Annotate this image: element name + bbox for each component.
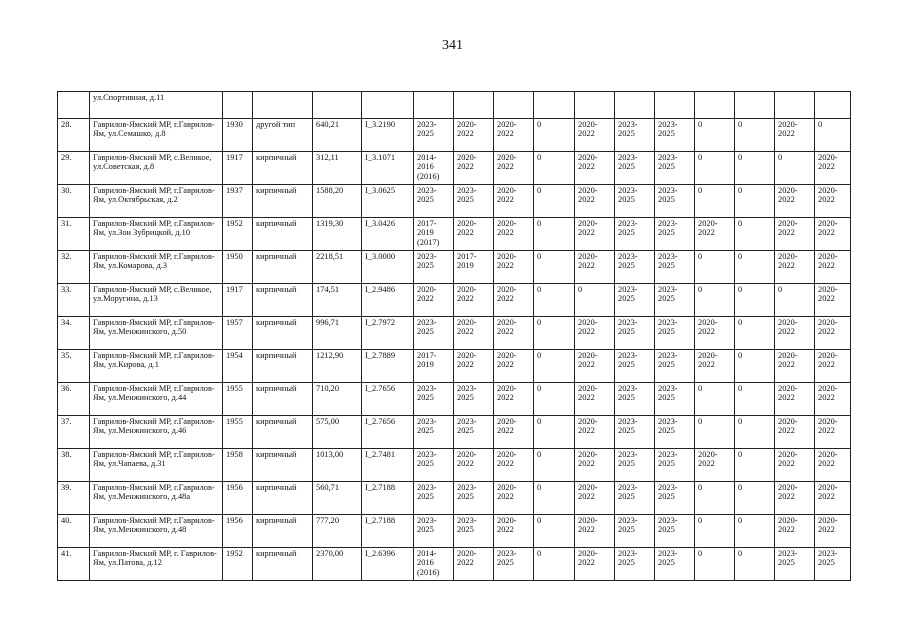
cell-period-4: 0 — [534, 515, 575, 548]
cell-period-10: 2020-2022 — [775, 515, 815, 548]
cell-period-7: 2023-2025 — [655, 482, 695, 515]
cell-material: кирпичный — [253, 284, 313, 317]
cell-year: 1950 — [223, 251, 253, 284]
cell-period-8: 2020-2022 — [695, 449, 735, 482]
cell-period-6: 2023-2025 — [615, 482, 655, 515]
cell-period-1: 2023-2025 — [414, 482, 454, 515]
cell-number: 30. — [58, 185, 90, 218]
table-row — [58, 119, 851, 152]
cell-period-1: 2014-2016 (2016) — [414, 152, 454, 185]
cell-period-5: 2020-2022 — [575, 218, 615, 251]
table-row — [58, 350, 851, 383]
cell-period-8: 0 — [695, 548, 735, 581]
cell-period-3: 2020-2022 — [494, 482, 534, 515]
cell-address: Гаврилов-Ямский МР, г.Гаврилов-Ям, ул.Менжинского, д.48а — [90, 482, 223, 515]
cell-period-4: 0 — [534, 185, 575, 218]
cell-year: 1917 — [223, 284, 253, 317]
cell-address: Гаврилов-Ямский МР, с.Великое, ул.Моругина, д.13 — [90, 284, 223, 317]
cell-period-2: 2017-2019 — [454, 251, 494, 284]
cell-period-5: 2020-2022 — [575, 152, 615, 185]
cell-period-10: 2020-2022 — [775, 416, 815, 449]
cell-period-6: 2023-2025 — [615, 317, 655, 350]
cell-period-1: 2023-2025 — [414, 515, 454, 548]
cell-period-10: 2020-2022 — [775, 383, 815, 416]
cell-code: I_2.6396 — [362, 548, 414, 581]
cell-period-8: 0 — [695, 383, 735, 416]
cell-period-4: 0 — [534, 482, 575, 515]
cell-period-2: 2020-2022 — [454, 350, 494, 383]
cell-address: Гаврилов-Ямский МР, г.Гаврилов-Ям, ул.Комарова, д.3 — [90, 251, 223, 284]
cell-period-9: 0 — [735, 152, 775, 185]
cell-period-1: 2020-2022 — [414, 284, 454, 317]
cell-code: I_3.2190 — [362, 119, 414, 152]
cell-period-7: 2023-2025 — [655, 416, 695, 449]
table-row — [58, 251, 851, 284]
cell-period-9: 0 — [735, 449, 775, 482]
cell-period-1: 2023-2025 — [414, 119, 454, 152]
cell-period-1: 2023-2025 — [414, 449, 454, 482]
cell-period-5: 2020-2022 — [575, 416, 615, 449]
cell-period-3: 2020-2022 — [494, 317, 534, 350]
cell-period-8: 0 — [695, 515, 735, 548]
cell-period-11: 2020-2022 — [815, 284, 851, 317]
cell-period-3: 2020-2022 — [494, 152, 534, 185]
table-row — [58, 152, 851, 185]
cell-period-4: 0 — [534, 317, 575, 350]
cell-period-5: 2020-2022 — [575, 251, 615, 284]
table-row-continuation — [58, 92, 851, 119]
cell-address: Гаврилов-Ямский МР, г.Гаврилов-Ям, ул.Менжинского, д.50 — [90, 317, 223, 350]
cell-period-6: 2023-2025 — [615, 449, 655, 482]
cell-period-3: 2020-2022 — [494, 119, 534, 152]
cell-period-6: 2023-2025 — [615, 383, 655, 416]
cell-period-4: 0 — [534, 416, 575, 449]
cell-period-10: 2020-2022 — [775, 218, 815, 251]
cell-period-2: 2020-2022 — [454, 449, 494, 482]
cell-period-5: 2020-2022 — [575, 515, 615, 548]
cell-period-6: 2023-2025 — [615, 251, 655, 284]
cell-period-5: 2020-2022 — [575, 383, 615, 416]
cell-area: 2218,51 — [313, 251, 362, 284]
cell-period-11: 2020-2022 — [815, 449, 851, 482]
cell-period-2: 2023-2025 — [454, 482, 494, 515]
cell-period-6: 2023-2025 — [615, 416, 655, 449]
cell-code: I_2.7188 — [362, 482, 414, 515]
cell-period-11: 0 — [815, 119, 851, 152]
cell-period-3: 2020-2022 — [494, 416, 534, 449]
cell-area: 640,21 — [313, 119, 362, 152]
cell-address: Гаврилов-Ямский МР, г.Гаврилов-Ям, ул.Менжинского, д.48 — [90, 515, 223, 548]
cell-period-4: 0 — [534, 152, 575, 185]
cell-period-2: 2023-2025 — [454, 185, 494, 218]
cell-year: 1956 — [223, 482, 253, 515]
cell-material: кирпичный — [253, 416, 313, 449]
cell-period-10: 2020-2022 — [775, 119, 815, 152]
cell-year: 1955 — [223, 383, 253, 416]
cell-area: 2370,00 — [313, 548, 362, 581]
cell-period-3: 2020-2022 — [494, 185, 534, 218]
cell-code: I_2.7188 — [362, 515, 414, 548]
cell-area: 1013,00 — [313, 449, 362, 482]
cell-period-5: 2020-2022 — [575, 185, 615, 218]
cell-period-4: 0 — [534, 218, 575, 251]
cell-number — [58, 92, 90, 119]
cell-address: Гаврилов-Ямский МР, г.Гаврилов-Ям, ул.Чапаева, д.31 — [90, 449, 223, 482]
cell-code: I_2.7656 — [362, 416, 414, 449]
cell-period-3: 2020-2022 — [494, 449, 534, 482]
cell-area: 312,11 — [313, 152, 362, 185]
cell-year: 1930 — [223, 119, 253, 152]
cell-period-8: 0 — [695, 152, 735, 185]
cell-period-9: 0 — [735, 284, 775, 317]
table-row — [58, 548, 851, 581]
cell-address: Гаврилов-Ямский МР, г.Гаврилов-Ям, ул.Кирова, д.1 — [90, 350, 223, 383]
cell-period-7: 2023-2025 — [655, 350, 695, 383]
cell-period-9: 0 — [735, 185, 775, 218]
cell-period-9: 0 — [735, 317, 775, 350]
cell-period-8: 0 — [695, 482, 735, 515]
cell-period-10: 0 — [775, 284, 815, 317]
cell-material: кирпичный — [253, 152, 313, 185]
cell-period-10: 2020-2022 — [775, 449, 815, 482]
cell-period-5: 2020-2022 — [575, 119, 615, 152]
cell-period-6: 2023-2025 — [615, 350, 655, 383]
cell-period-6: 2023-2025 — [615, 119, 655, 152]
cell-code: I_2.7889 — [362, 350, 414, 383]
cell-number: 37. — [58, 416, 90, 449]
cell-period-2: 2023-2025 — [454, 515, 494, 548]
cell-code: I_3.0426 — [362, 218, 414, 251]
cell-area: 996,71 — [313, 317, 362, 350]
cell-period-6: 2023-2025 — [615, 152, 655, 185]
cell-period-8: 0 — [695, 119, 735, 152]
cell-period-9: 0 — [735, 350, 775, 383]
cell-period-2: 2020-2022 — [454, 152, 494, 185]
table-row — [58, 317, 851, 350]
cell-period-2: 2020-2022 — [454, 218, 494, 251]
cell-year: 1952 — [223, 218, 253, 251]
cell-period-1: 2017-2019 — [414, 350, 454, 383]
cell-year: 1952 — [223, 548, 253, 581]
cell-code: I_2.9486 — [362, 284, 414, 317]
table-row — [58, 185, 851, 218]
cell-period-9: 0 — [735, 383, 775, 416]
cell-period-11: 2020-2022 — [815, 185, 851, 218]
cell-number: 38. — [58, 449, 90, 482]
cell-period-11: 2020-2022 — [815, 350, 851, 383]
cell-period-8: 0 — [695, 251, 735, 284]
cell-code: I_3.0625 — [362, 185, 414, 218]
cell-period-9: 0 — [735, 482, 775, 515]
cell-material: кирпичный — [253, 383, 313, 416]
cell-year: 1958 — [223, 449, 253, 482]
cell-period-1: 2023-2025 — [414, 185, 454, 218]
cell-period-4: 0 — [534, 350, 575, 383]
table-row — [58, 482, 851, 515]
cell-address: ул.Спортивная, д.11 — [90, 92, 223, 119]
cell-period-3: 2020-2022 — [494, 383, 534, 416]
table-row — [58, 416, 851, 449]
cell-period-6: 2023-2025 — [615, 284, 655, 317]
table-row — [58, 383, 851, 416]
cell-period-2: 2020-2022 — [454, 317, 494, 350]
cell-material: кирпичный — [253, 317, 313, 350]
cell-material: кирпичный — [253, 350, 313, 383]
cell-period-1: 2017-2019 (2017) — [414, 218, 454, 251]
cell-area: 1588,20 — [313, 185, 362, 218]
cell-period-9: 0 — [735, 515, 775, 548]
page-number: 341 — [442, 38, 463, 53]
cell-year: 1955 — [223, 416, 253, 449]
cell-period-10: 2020-2022 — [775, 482, 815, 515]
cell-address: Гаврилов-Ямский МР, г.Гаврилов-Ям, ул.Октябрьская, д.2 — [90, 185, 223, 218]
cell-period-6: 2023-2025 — [615, 218, 655, 251]
cell-period-6: 2023-2025 — [615, 185, 655, 218]
table-row — [58, 218, 851, 251]
cell-number: 31. — [58, 218, 90, 251]
cell-number: 41. — [58, 548, 90, 581]
cell-period-10: 2020-2022 — [775, 185, 815, 218]
cell-period-3: 2023-2025 — [494, 548, 534, 581]
cell-code: I_2.7481 — [362, 449, 414, 482]
cell-period-7: 2023-2025 — [655, 284, 695, 317]
cell-period-8: 0 — [695, 185, 735, 218]
cell-number: 34. — [58, 317, 90, 350]
cell-period-9: 0 — [735, 251, 775, 284]
cell-period-4: 0 — [534, 119, 575, 152]
cell-address: Гаврилов-Ямский МР, г.Гаврилов-Ям, ул.Зои Зубрицкой, д.10 — [90, 218, 223, 251]
cell-number: 28. — [58, 119, 90, 152]
cell-area: 710,20 — [313, 383, 362, 416]
cell-number: 36. — [58, 383, 90, 416]
cell-period-7: 2023-2025 — [655, 119, 695, 152]
cell-period-11: 2020-2022 — [815, 251, 851, 284]
cell-period-4: 0 — [534, 548, 575, 581]
cell-period-5: 2020-2022 — [575, 350, 615, 383]
cell-code: I_2.7656 — [362, 383, 414, 416]
cell-code: I_3.1071 — [362, 152, 414, 185]
table-row — [58, 284, 851, 317]
table-body — [58, 92, 851, 581]
cell-number: 39. — [58, 482, 90, 515]
cell-period-5: 2020-2022 — [575, 548, 615, 581]
cell-material: другой тип — [253, 119, 313, 152]
cell-number: 40. — [58, 515, 90, 548]
cell-period-8: 2020-2022 — [695, 317, 735, 350]
cell-period-7: 2023-2025 — [655, 185, 695, 218]
cell-period-5: 2020-2022 — [575, 449, 615, 482]
cell-period-9: 0 — [735, 548, 775, 581]
cell-area: 560,71 — [313, 482, 362, 515]
cell-period-3: 2020-2022 — [494, 284, 534, 317]
cell-period-10: 2020-2022 — [775, 350, 815, 383]
cell-period-3: 2020-2022 — [494, 350, 534, 383]
cell-period-3: 2020-2022 — [494, 515, 534, 548]
cell-period-10: 2020-2022 — [775, 317, 815, 350]
table-row — [58, 515, 851, 548]
cell-area: 174,51 — [313, 284, 362, 317]
cell-period-7: 2023-2025 — [655, 251, 695, 284]
cell-period-7: 2023-2025 — [655, 218, 695, 251]
cell-number: 35. — [58, 350, 90, 383]
cell-period-7: 2023-2025 — [655, 317, 695, 350]
cell-period-5: 2020-2022 — [575, 482, 615, 515]
cell-area: 1212,90 — [313, 350, 362, 383]
cell-material: кирпичный — [253, 515, 313, 548]
cell-period-3: 2020-2022 — [494, 218, 534, 251]
cell-period-1: 2023-2025 — [414, 416, 454, 449]
cell-period-7: 2023-2025 — [655, 515, 695, 548]
cell-period-11: 2020-2022 — [815, 416, 851, 449]
cell-period-9: 0 — [735, 119, 775, 152]
cell-period-7: 2023-2025 — [655, 548, 695, 581]
cell-material: кирпичный — [253, 482, 313, 515]
cell-period-1: 2014-2016 (2016) — [414, 548, 454, 581]
cell-period-8: 2020-2022 — [695, 218, 735, 251]
housing-register-table — [57, 91, 851, 581]
cell-material: кирпичный — [253, 185, 313, 218]
cell-address: Гаврилов-Ямский МР, г. Гаврилов-Ям, ул.Патова, д.12 — [90, 548, 223, 581]
cell-period-5: 2020-2022 — [575, 317, 615, 350]
cell-period-7: 2023-2025 — [655, 152, 695, 185]
cell-year: 1954 — [223, 350, 253, 383]
cell-period-2: 2020-2022 — [454, 284, 494, 317]
cell-period-4: 0 — [534, 251, 575, 284]
cell-code: I_3.0000 — [362, 251, 414, 284]
cell-address: Гаврилов-Ямский МР, с.Великое, ул.Советская, д.8 — [90, 152, 223, 185]
cell-period-10: 2023-2025 — [775, 548, 815, 581]
cell-number: 33. — [58, 284, 90, 317]
cell-address: Гаврилов-Ямский МР, г.Гаврилов-Ям, ул.Семашко, д.8 — [90, 119, 223, 152]
cell-period-4: 0 — [534, 383, 575, 416]
cell-period-9: 0 — [735, 416, 775, 449]
cell-area: 777,20 — [313, 515, 362, 548]
cell-period-9: 0 — [735, 218, 775, 251]
cell-period-3: 2020-2022 — [494, 251, 534, 284]
cell-year: 1917 — [223, 152, 253, 185]
cell-period-2: 2023-2025 — [454, 416, 494, 449]
cell-code: I_2.7972 — [362, 317, 414, 350]
cell-period-1: 2023-2025 — [414, 317, 454, 350]
cell-material: кирпичный — [253, 251, 313, 284]
cell-material: кирпичный — [253, 548, 313, 581]
cell-material: кирпичный — [253, 218, 313, 251]
cell-period-1: 2023-2025 — [414, 251, 454, 284]
cell-period-11: 2020-2022 — [815, 317, 851, 350]
cell-address: Гаврилов-Ямский МР, г.Гаврилов-Ям, ул.Менжинского, д.46 — [90, 416, 223, 449]
cell-period-2: 2023-2025 — [454, 383, 494, 416]
cell-period-2: 2020-2022 — [454, 119, 494, 152]
cell-period-5: 0 — [575, 284, 615, 317]
cell-period-8: 0 — [695, 284, 735, 317]
cell-area: 1319,30 — [313, 218, 362, 251]
cell-year: 1957 — [223, 317, 253, 350]
cell-period-8: 0 — [695, 416, 735, 449]
cell-number: 29. — [58, 152, 90, 185]
cell-period-6: 2023-2025 — [615, 548, 655, 581]
cell-material: кирпичный — [253, 449, 313, 482]
cell-period-4: 0 — [534, 449, 575, 482]
cell-period-4: 0 — [534, 284, 575, 317]
cell-period-10: 2020-2022 — [775, 251, 815, 284]
cell-period-11: 2020-2022 — [815, 218, 851, 251]
cell-year: 1937 — [223, 185, 253, 218]
cell-period-2: 2020-2022 — [454, 548, 494, 581]
cell-period-10: 0 — [775, 152, 815, 185]
cell-period-1: 2023-2025 — [414, 383, 454, 416]
cell-period-8: 2020-2022 — [695, 350, 735, 383]
cell-period-11: 2020-2022 — [815, 482, 851, 515]
cell-period-11: 2020-2022 — [815, 515, 851, 548]
cell-period-6: 2023-2025 — [615, 515, 655, 548]
cell-period-11: 2020-2022 — [815, 152, 851, 185]
cell-year: 1956 — [223, 515, 253, 548]
table-row — [58, 449, 851, 482]
cell-period-11: 2020-2022 — [815, 383, 851, 416]
cell-period-7: 2023-2025 — [655, 449, 695, 482]
cell-period-7: 2023-2025 — [655, 383, 695, 416]
cell-area: 575,00 — [313, 416, 362, 449]
cell-period-11: 2023-2025 — [815, 548, 851, 581]
cell-address: Гаврилов-Ямский МР, г.Гаврилов-Ям, ул.Менжинского, д.44 — [90, 383, 223, 416]
cell-number: 32. — [58, 251, 90, 284]
